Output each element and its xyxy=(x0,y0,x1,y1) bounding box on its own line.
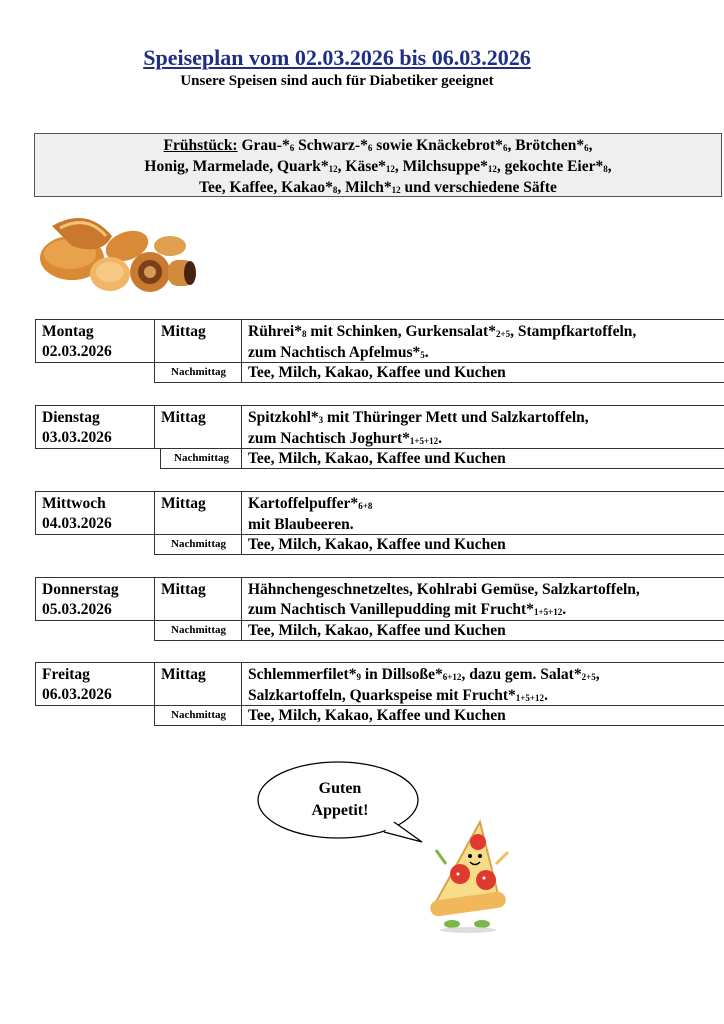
allergen-code: 1+5+12 xyxy=(409,436,439,446)
day-row-wednesday xyxy=(0,491,724,555)
pizza-mascot-icon xyxy=(418,812,518,934)
allergen-code: 9 xyxy=(356,672,361,682)
afternoon-label: Nachmittag xyxy=(154,705,242,726)
allergen-code: 12 xyxy=(385,164,395,174)
allergen-code: 6 xyxy=(584,143,589,153)
allergen-code: 6 xyxy=(367,143,373,153)
allergen-code: 1+5+12 xyxy=(515,693,545,703)
allergen-code: 12 xyxy=(487,164,497,174)
afternoon-text: Tee, Milch, Kakao, Kaffee und Kuchen xyxy=(241,534,724,555)
breakfast-box xyxy=(34,133,722,197)
allergen-code: 12 xyxy=(328,164,338,174)
allergen-code: 1+5+12 xyxy=(533,607,563,617)
day-label: Dienstag 03.03.2026 xyxy=(35,405,155,449)
allergen-code: 6+8 xyxy=(358,501,373,511)
afternoon-label: Nachmittag xyxy=(154,534,242,555)
afternoon-label: Nachmittag xyxy=(154,362,242,383)
day-row-friday xyxy=(0,662,724,726)
afternoon-text: Tee, Milch, Kakao, Kaffee und Kuchen xyxy=(241,362,724,383)
breakfast-label: Frühstück: xyxy=(163,137,238,154)
allergen-code: 8 xyxy=(332,185,338,195)
allergen-code: 2+5 xyxy=(495,329,511,339)
afternoon-label: Nachmittag xyxy=(154,620,242,641)
lunch-text: $Schlemmerfilet*_9$ in $Dillsoße*_{6+12}$, dazu gem. $Salat*_{2+5}$, Salzkartoffeln, Quarkspeise mit $Frucht*_{1+5+12}$. xyxy=(241,662,724,706)
day-row-thursday xyxy=(0,577,724,641)
bubble-text: Guten Appetit! xyxy=(311,780,369,819)
lunch-text: $Kartoffelpuffer*_{6+8}$ mit Blaubeeren. xyxy=(241,491,724,535)
breakfast-line-1: Grau-$*_6$ Schwarz-$*_6$ sowie $Knäckebrot*_6$, $Brötchen*_6$, xyxy=(237,137,593,154)
page-title: Speiseplan vom 02.03.2026 bis 06.03.2026 xyxy=(143,45,531,70)
allergen-code: 8 xyxy=(603,164,608,174)
allergen-code: 3 xyxy=(318,415,324,425)
page-subtitle: Unsere Speisen sind auch für Diabetiker geeignet xyxy=(180,73,494,89)
day-label: Montag 02.03.2026 xyxy=(35,319,155,363)
allergen-code: 8 xyxy=(301,329,307,339)
allergen-code: 6 xyxy=(289,143,295,153)
breakfast-line-2: Honig, Marmelade, $Quark*_{12}$, $Käse*_{12}$, $Milchsuppe*_{12}$, gekochte $Eier*_8$, xyxy=(144,158,612,175)
day-row-monday xyxy=(0,319,724,383)
afternoon-label: Nachmittag xyxy=(160,448,242,469)
day-label: Mittwoch 04.03.2026 xyxy=(35,491,155,535)
afternoon-text: Tee, Milch, Kakao, Kaffee und Kuchen xyxy=(241,448,724,469)
bread-basket-icon xyxy=(32,206,202,298)
allergen-code: 12 xyxy=(391,185,401,195)
breakfast-line-3: Tee, Kaffee, $Kakao*_8$, $Milch*_{12}$ und verschiedene Säfte xyxy=(199,179,557,196)
allergen-code: 5 xyxy=(420,350,425,360)
lunch-text: Hähnchengeschnetzeltes, Kohlrabi Gemüse, Salzkartoffeln, zum Nachtisch Vanillepudding mit $Frucht*_{1+5+12}$. xyxy=(241,577,724,621)
day-label: Freitag 06.03.2026 xyxy=(35,662,155,706)
day-label: Donnerstag 05.03.2026 xyxy=(35,577,155,621)
allergen-code: 6 xyxy=(502,143,508,153)
lunch-label: Mittag xyxy=(154,662,242,706)
allergen-code: 6+12 xyxy=(442,672,462,682)
lunch-text: $Rührei*_8$ mit Schinken, $Gurkensalat*_{2+5}$, Stampfkartoffeln, zum Nachtisch $Apfelmus*_5$. xyxy=(241,319,724,363)
day-row-tuesday xyxy=(0,405,724,469)
lunch-label: Mittag xyxy=(154,491,242,535)
afternoon-text: Tee, Milch, Kakao, Kaffee und Kuchen xyxy=(241,620,724,641)
lunch-label: Mittag xyxy=(154,405,242,449)
afternoon-text: Tee, Milch, Kakao, Kaffee und Kuchen xyxy=(241,705,724,726)
lunch-text: $Spitzkohl*_3$ mit Thüringer Mett und Salzkartoffeln, zum Nachtisch $Joghurt*_{1+5+12}$. xyxy=(241,405,724,449)
allergen-code: 2+5 xyxy=(581,672,596,682)
lunch-label: Mittag xyxy=(154,319,242,363)
lunch-label: Mittag xyxy=(154,577,242,621)
